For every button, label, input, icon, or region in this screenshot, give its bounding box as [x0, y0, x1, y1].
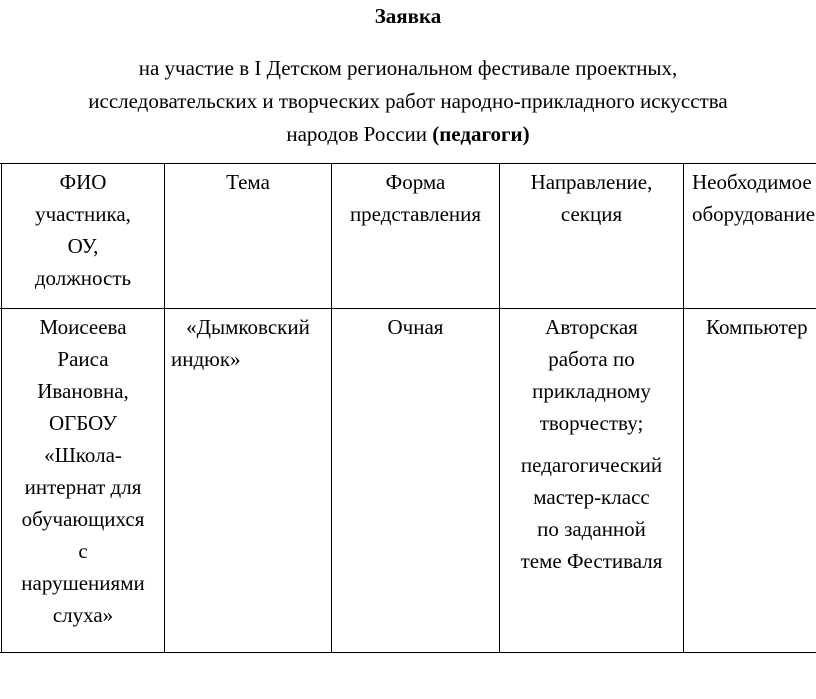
cell-text: нарушениями: [21, 571, 145, 595]
subtitle-role-label: (педагоги): [432, 122, 530, 146]
cell-text: по заданной: [537, 517, 646, 541]
cell-text: теме Фестиваля: [520, 549, 663, 573]
cell-theme: [165, 311, 331, 375]
subtitle-line: [0, 118, 816, 151]
header-text: секция: [560, 202, 623, 226]
cell-text: прикладному: [532, 379, 651, 403]
cell-text: индюк»: [171, 347, 241, 371]
cell-equipment: [706, 311, 816, 343]
cell-text: работа по: [548, 347, 635, 371]
header-cell-theme: [165, 166, 331, 198]
cell-text: слуха»: [52, 603, 114, 627]
paragraph-gap: [500, 439, 683, 449]
cell-direction: [500, 311, 683, 577]
document-subtitle: [0, 52, 816, 151]
cell-text: Авторская: [545, 315, 638, 339]
table-column-divider: [683, 163, 684, 653]
subtitle-line-text: народов России: [286, 122, 433, 146]
header-text: Направление,: [530, 170, 653, 194]
cell-form: [332, 311, 499, 343]
header-cell-equipment: [692, 166, 816, 230]
table-border-top: [0, 163, 816, 164]
header-text: представления: [349, 202, 482, 226]
cell-text: «Школа-: [44, 443, 122, 467]
header-cell-direction: [500, 166, 683, 230]
table-column-divider: [331, 163, 332, 653]
table-row-divider: [0, 308, 816, 309]
cell-text: творчеству;: [539, 411, 644, 435]
document-title: Заявка: [374, 4, 442, 28]
header-text: ОУ,: [67, 234, 99, 258]
header-text: ФИО: [59, 170, 107, 194]
cell-text: с: [78, 539, 88, 563]
cell-text: интернат для: [24, 475, 142, 499]
cell-text: «Дымковский: [186, 315, 310, 339]
cell-text: обучающихся: [21, 507, 145, 531]
cell-text: Очная: [387, 315, 444, 339]
header-text: должность: [34, 266, 132, 290]
cell-participant: [2, 311, 164, 631]
cell-text: Компьютер: [706, 315, 808, 339]
cell-text: Ивановна,: [37, 379, 129, 403]
subtitle-line: исследовательских и творческих работ народно-прикладного искусства: [88, 89, 728, 113]
header-text: оборудование: [692, 202, 816, 226]
header-cell-form: [332, 166, 499, 230]
header-cell-participant: [2, 166, 164, 294]
cell-text: мастер-класс: [533, 485, 650, 509]
table-column-divider: [164, 163, 165, 653]
cell-text: педагогический: [520, 453, 663, 477]
header-text: Тема: [226, 170, 270, 194]
cell-text: ОГБОУ: [48, 411, 118, 435]
header-text: Необходимое: [692, 170, 812, 194]
header-text: Форма: [385, 170, 446, 194]
cell-text: Моисеева: [39, 315, 127, 339]
subtitle-line: на участие в I Детском региональном фестивале проектных,: [138, 56, 678, 80]
cell-text: Раиса: [57, 347, 109, 371]
table-border-bottom: [0, 652, 816, 653]
header-text: участника,: [35, 202, 131, 226]
